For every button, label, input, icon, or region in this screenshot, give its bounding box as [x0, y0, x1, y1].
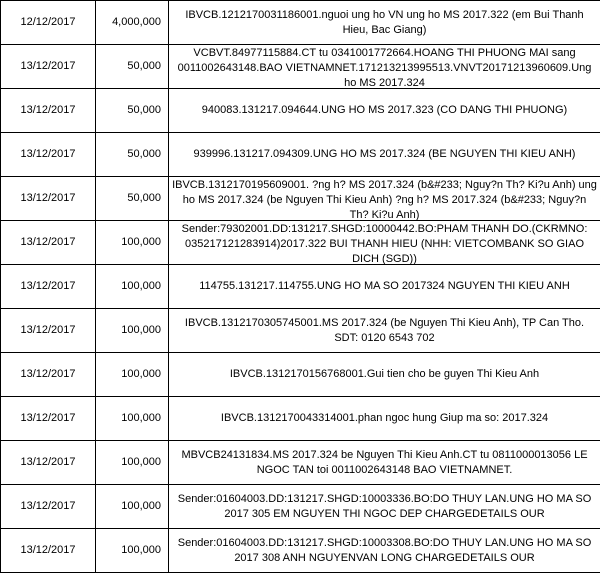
description-text: 939996.131217.094309.UNG HO MS 2017.324 (BE NGUYEN THI KIEU ANH): [172, 147, 597, 162]
description-cell: [169, 309, 600, 353]
amount-cell: 50,000: [96, 89, 169, 133]
table-row: [1, 221, 600, 265]
description-cell: [169, 353, 600, 397]
amount-cell: 100,000: [96, 265, 169, 309]
table-row: [1, 133, 600, 177]
table-row: [1, 1, 600, 45]
table-row: [1, 89, 600, 133]
description-cell: [169, 441, 600, 485]
amount-cell: 50,000: [96, 177, 169, 221]
description-text: IBVCB.1212170031186001.nguoi ung ho VN ung ho MS 2017.322 (em Bui Thanh Hieu, Bac Giang): [172, 8, 597, 38]
description-cell: [169, 485, 600, 529]
description-cell: [169, 45, 600, 89]
description-text: VCBVT.84977115884.CT tu 0341001772664.HOANG THI PHUONG MAI sang 0011002643148.BAO VIETNAMNET.171213213995513.VNVT20171213960609.Ung ho MS 2017.324: [172, 46, 597, 88]
amount-cell: 100,000: [96, 309, 169, 353]
date-cell: 13/12/2017: [1, 221, 96, 265]
date-cell: 13/12/2017: [1, 309, 96, 353]
date-cell: 13/12/2017: [1, 45, 96, 89]
amount-cell: 50,000: [96, 45, 169, 89]
amount-cell: 100,000: [96, 441, 169, 485]
date-cell: 13/12/2017: [1, 89, 96, 133]
table-row: [1, 441, 600, 485]
amount-cell: 100,000: [96, 221, 169, 265]
description-cell: [169, 177, 600, 221]
date-cell: 12/12/2017: [1, 1, 96, 45]
date-cell: 13/12/2017: [1, 441, 96, 485]
description-text: Sender:01604003.DD:131217.SHGD:10003336.BO:DO THUY LAN.UNG HO MA SO 2017 305 EM NGUYEN THI NGOC DEP CHARGEDETAILS OUR: [172, 492, 597, 522]
date-cell: 13/12/2017: [1, 265, 96, 309]
date-cell: 13/12/2017: [1, 133, 96, 177]
description-text: IBVCB.1312170305745001.MS 2017.324 (be Nguyen Thi Kieu Anh), TP Can Tho. SDT: 0120 6543 702: [172, 316, 597, 346]
description-cell: [169, 89, 600, 133]
table-row: [1, 265, 600, 309]
description-text: IBVCB.1312170195609001. ?ng h? MS 2017.324 (b&#233; Nguy?n Th? Ki?u Anh) ung ho MS 2017.324 (be Nguyen Thi Kieu Anh) ?ng h? MS 2017.324 (b&#233; Nguy?n Th? Ki?u Anh): [172, 178, 597, 220]
description-cell: [169, 265, 600, 309]
amount-cell: 100,000: [96, 529, 169, 573]
date-cell: 13/12/2017: [1, 485, 96, 529]
description-text: Sender:79302001.DD:131217.SHGD:10000442.BO:PHAM THANH DO.(CKRMNO: 035217121283914)2017.322 BUI THANH HIEU (NHH: VIETCOMBANK SO GIAO DICH (SGD)): [172, 222, 597, 264]
description-cell: [169, 1, 600, 45]
amount-cell: 100,000: [96, 353, 169, 397]
description-text: IBVCB.1312170156768001.Gui tien cho be guyen Thi Kieu Anh: [172, 367, 597, 382]
amount-cell: 4,000,000: [96, 1, 169, 45]
table-row: [1, 45, 600, 89]
donation-table-body: [1, 1, 600, 573]
amount-cell: 100,000: [96, 485, 169, 529]
table-row: [1, 177, 600, 221]
description-text: IBVCB.1312170043314001.phan ngoc hung Giup ma so: 2017.324: [172, 411, 597, 426]
table-row: [1, 309, 600, 353]
date-cell: 13/12/2017: [1, 529, 96, 573]
date-cell: 13/12/2017: [1, 397, 96, 441]
date-cell: 13/12/2017: [1, 353, 96, 397]
description-cell: [169, 221, 600, 265]
description-text: Sender:01604003.DD:131217.SHGD:10003308.BO:DO THUY LAN.UNG HO MA SO 2017 308 ANH NGUYENVAN LONG CHARGEDETAILS OUR: [172, 536, 597, 566]
description-text: MBVCB24131834.MS 2017.324 be Nguyen Thi Kieu Anh.CT tu 0811000013056 LE NGOC TAN toi 0011002643148 BAO VIETNAMNET.: [172, 448, 597, 478]
description-cell: [169, 133, 600, 177]
table-row: [1, 485, 600, 529]
amount-cell: 100,000: [96, 397, 169, 441]
amount-cell: 50,000: [96, 133, 169, 177]
description-text: 940083.131217.094644.UNG HO MS 2017.323 (CO DANG THI PHUONG): [172, 103, 597, 118]
description-text: 114755.131217.114755.UNG HO MA SO 2017324 NGUYEN THI KIEU ANH: [172, 279, 597, 294]
date-cell: 13/12/2017: [1, 177, 96, 221]
table-row: [1, 397, 600, 441]
table-row: [1, 353, 600, 397]
description-cell: [169, 397, 600, 441]
